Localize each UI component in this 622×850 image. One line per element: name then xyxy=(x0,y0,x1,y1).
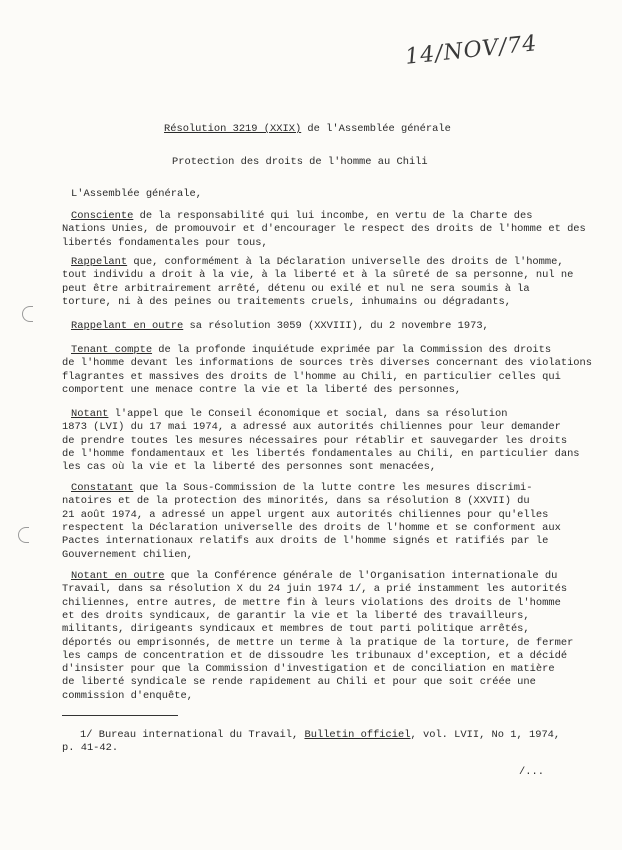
paragraph-line: 1873 (LVI) du 17 mai 1974, a adressé aux autorités chiliennes pour leur demander xyxy=(62,421,561,434)
paragraph-line xyxy=(71,256,564,269)
paragraph-line: les cas où la vie et la liberté des personnes sont menacées, xyxy=(62,461,437,474)
paragraph-text: l'appel que le Conseil économique et social, dans sa résolution xyxy=(108,408,508,420)
paragraph-line xyxy=(71,570,557,583)
paragraph-line: Pactes internationaux relatifs aux droits de l'homme signés et ratifiés par le xyxy=(62,535,549,548)
paragraph-lead: Notant en outre xyxy=(71,570,165,582)
paragraph-line: commission d'enquête, xyxy=(62,689,193,702)
paragraph-line xyxy=(71,320,489,333)
paragraph-line: d'insister pour que la Commission d'investigation et de conciliation en matière xyxy=(62,663,555,676)
paragraph-line: de liberté syndicale se rende rapidement au Chili et pour que soit créée une xyxy=(62,676,536,689)
paragraph-line: Nations Unies, de promouvoir et d'encourager le respect des droits de l'homme et des xyxy=(62,223,586,236)
paragraph-line xyxy=(71,210,532,223)
paragraph-line: Gouvernement chilien, xyxy=(62,548,193,561)
paragraph-line: chiliennes, entre autres, de mettre fin à leurs violations des droits de l'homme xyxy=(62,596,561,609)
paragraph-lead: Notant xyxy=(71,408,109,420)
paragraph-line: natoires et de la protection des minorités, dans sa résolution 8 (XXVII) du xyxy=(62,495,530,508)
paragraph-line: 21 août 1974, a adressé un appel urgent aux autorités chiliennes pour qu'elles xyxy=(62,508,549,521)
paragraph-line xyxy=(71,408,508,421)
paragraph-line: de l'homme fondamentaux et les libertés fondamentales au Chili, en particulier dans xyxy=(62,447,580,460)
paragraph-lead: Constatant xyxy=(71,482,134,494)
footnote-line-2: p. 41-42. xyxy=(62,742,119,754)
handwritten-date: 14/NOV/74 xyxy=(404,31,539,70)
paragraph-line: flagrantes et massives des droits de l'homme au Chili, en particulier celles qui xyxy=(62,370,561,383)
paragraph-line: comportent une menace contre la vie et la liberté des personnes, xyxy=(62,383,462,396)
paragraph-lead: Tenant compte xyxy=(71,344,153,356)
paragraph-line: les camps de concentration et de dissoudre les tribunaux d'exception, et a décidé xyxy=(62,649,568,662)
continuation-mark: /... xyxy=(519,766,544,778)
footnote: 1/ Bureau international du Travail, Bulletin officiel, vol. LVII, No 1, 1974, xyxy=(80,729,561,741)
paragraph-text: que, conformément à la Déclaration universelle des droits de l'homme, xyxy=(127,256,564,268)
paragraph-text: que la Sous-Commission de la lutte contre les mesures discrimi- xyxy=(133,482,533,494)
paragraph-line: déportés ou emprisonnés, de mettre un terme à la pratique de la torture, de fermer xyxy=(62,636,574,649)
paragraph-line: de prendre toutes les mesures nécessaires pour rétablir et sauvegarder les droits xyxy=(62,434,568,447)
punch-hole xyxy=(22,306,33,322)
footnote-rule xyxy=(62,715,178,716)
paragraph-line: peut être arbitrairement arrêté, détenu ou exilé et nul ne sera soumis à la xyxy=(62,282,530,295)
paragraph-line xyxy=(71,482,532,495)
paragraph-line: respectent la Déclaration universelle des droits de l'homme et se conforment aux xyxy=(62,521,561,534)
paragraph-line xyxy=(71,344,551,357)
paragraph-line: tout individu a droit à la vie, à la liberté et à la sûreté de sa personne, nul ne xyxy=(62,269,574,282)
paragraph-lead: Consciente xyxy=(71,210,134,222)
paragraph-line: libertés fondamentales pour tous, xyxy=(62,236,268,249)
resolution-title: Résolution 3219 (XXIX) de l'Assemblée générale xyxy=(164,123,451,135)
paragraph-text: de la profonde inquiétude exprimée par la Commission des droits xyxy=(152,344,552,356)
resolution-subtitle: Protection des droits de l'homme au Chili xyxy=(172,156,428,168)
paragraph-lead: Rappelant en outre xyxy=(71,320,184,332)
paragraph-text: de la responsabilité qui lui incombe, en vertu de la Charte des xyxy=(133,210,533,222)
punch-hole xyxy=(18,527,29,543)
paragraph-line: torture, ni à des peines ou traitements cruels, inhumains ou dégradants, xyxy=(62,295,511,308)
paragraph-line: et des droits syndicaux, de garantir la vie et la liberté des travailleurs, xyxy=(62,609,530,622)
addressee: L'Assemblée générale, xyxy=(71,188,202,200)
paragraph-line: militants, dirigeants syndicaux et membres de tout parti politique arrêtés, xyxy=(62,623,530,636)
paragraph-line: de l'homme devant les informations de sources très diverses concernant des violations xyxy=(62,357,593,370)
paragraph-line: Travail, dans sa résolution X du 24 juin 1974 1/, a prié instamment les autorités xyxy=(62,583,568,596)
paragraph-text: sa résolution 3059 (XXVIII), du 2 novembre 1973, xyxy=(183,320,489,332)
paragraph-text: que la Conférence générale de l'Organisation internationale du xyxy=(164,570,558,582)
paragraph-lead: Rappelant xyxy=(71,256,128,268)
